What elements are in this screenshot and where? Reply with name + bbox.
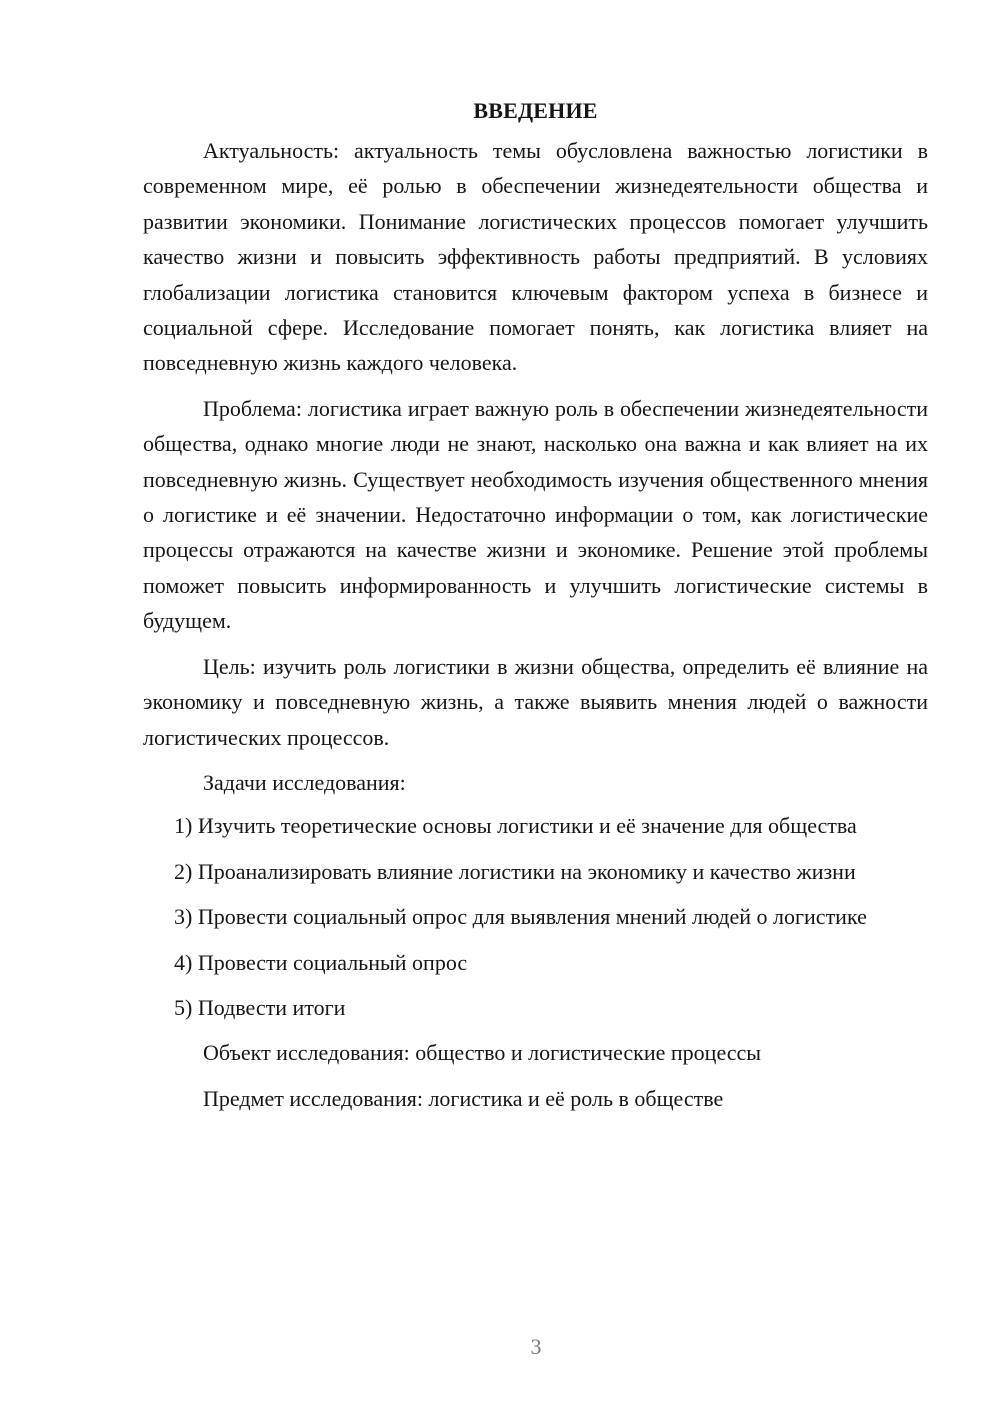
task-item-1: 1) Изучить теоретические основы логистики и её значение для общества [174,813,857,839]
task-item-5: 5) Подвести итоги [174,994,346,1020]
page-number: 3 [530,1334,542,1359]
research-object: Объект исследования: общество и логистические процессы [203,1040,762,1066]
tasks-list [143,808,928,1025]
research-subject: Предмет исследования: логистика и её роль в обществе [203,1085,724,1111]
task-item-4: 4) Провести социальный опрос [174,949,468,975]
task-item-3: 3) Провести социальный опрос для выявления мнений людей о логистике [174,904,867,930]
problem-paragraph: Проблема: логистика играет важную роль в обеспечении жизнедеятельности общества, однако многие люди не знают, насколько она важна и как влияет на их повседневную жизнь. Существует необходимость изучения общественного мнения о логистике и её значении. Недостаточно информации о том, как логистические процессы отражаются на качестве жизни и экономике. Решение этой проблемы поможет повысить информированность и улучшить логистические системы в будущем. [143,395,928,634]
page-content [143,96,928,1126]
section-title: ВВЕДЕНИЕ [473,98,598,123]
task-item-2: 2) Проанализировать влияние логистики на экономику и качество жизни [174,858,856,884]
relevance-paragraph: Актуальность: актуальность темы обусловлена важностью логистики в современном мире, её ролью в обеспечении жизнедеятельности общества и развитии экономики. Понимание логистических процессов помогает улучшить качество жизни и повысить эффективность работы предприятий. В условиях глобализации логистика становится ключевым фактором успеха в бизнесе и социальной сфере. Исследование помогает понять, как логистика влияет на повседневную жизнь каждого человека. [143,138,928,376]
tasks-heading: Задачи исследования: [203,769,406,795]
goal-paragraph: Цель: изучить роль логистики в жизни общества, определить её влияние на экономику и повседневную жизнь, а также выявить мнения людей о важности логистических процессов. [143,653,928,750]
